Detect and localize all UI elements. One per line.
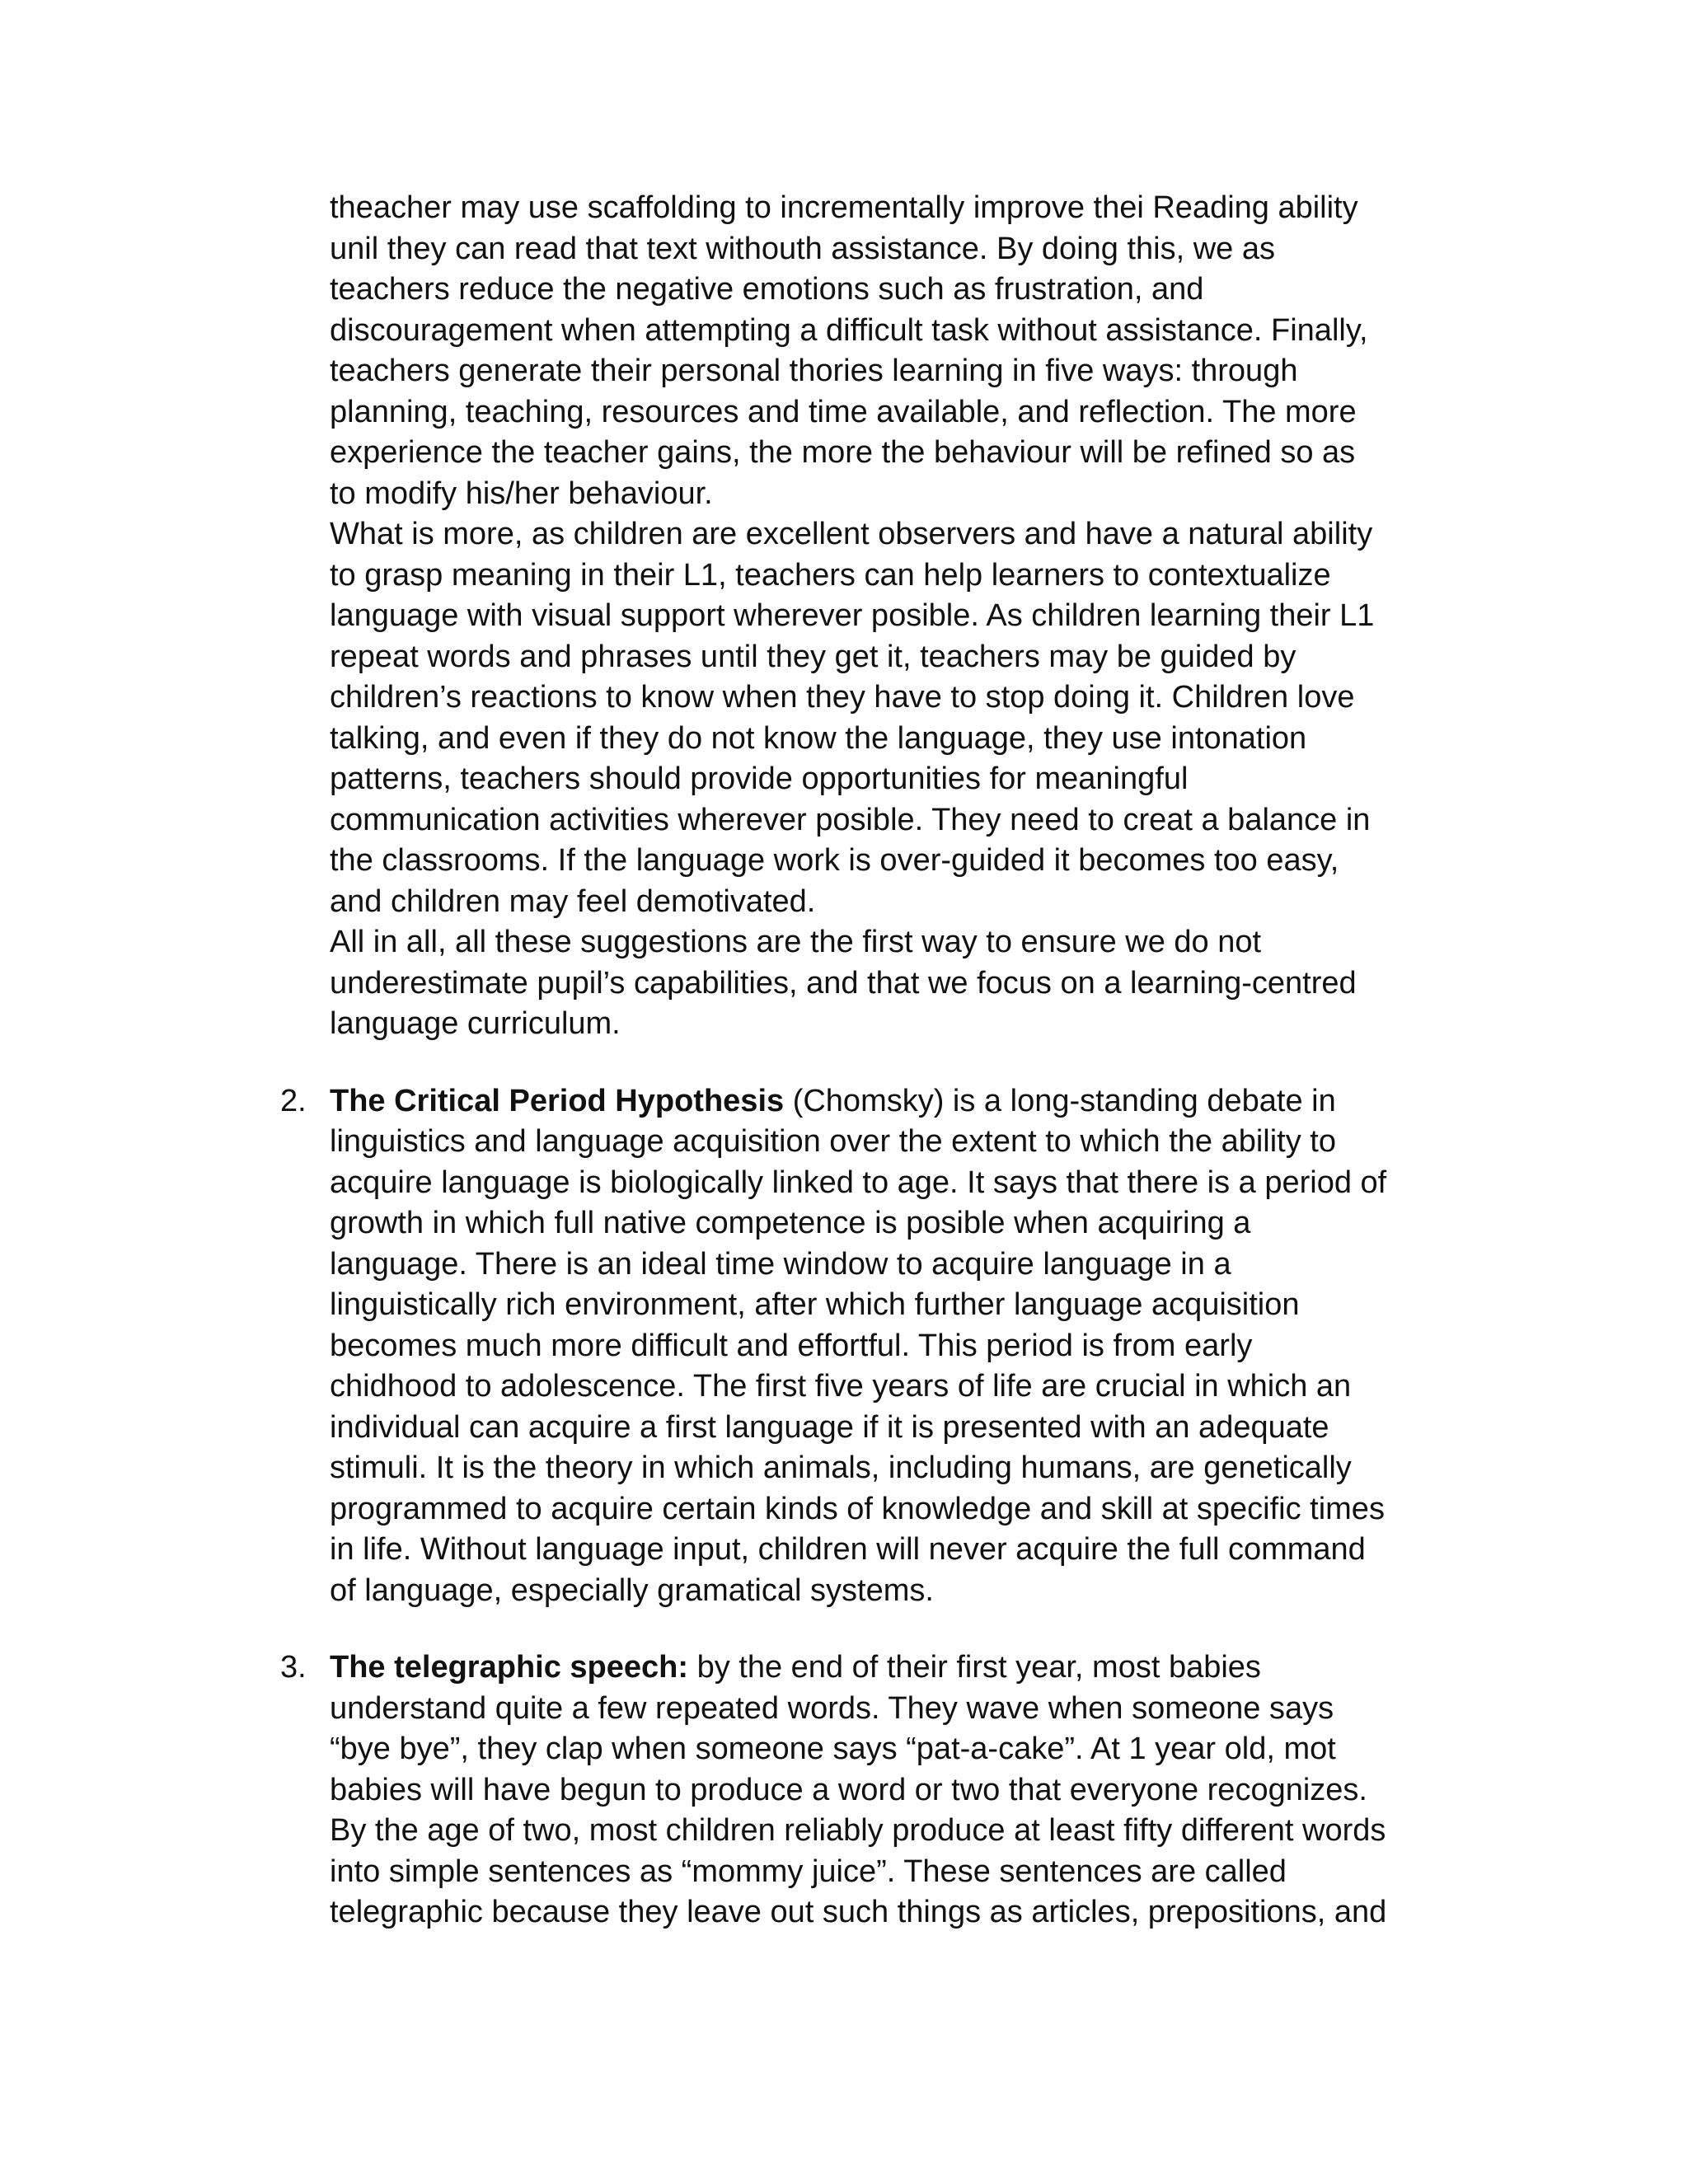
text-line: By the age of two, most children reliably produce at least fifty different words <box>330 1813 1386 1848</box>
text-line: of language, especially gramatical systems. <box>330 1572 934 1608</box>
text-line: communication activities wherever posible. They need to creat a balance in <box>330 802 1371 837</box>
document-body <box>280 188 1434 1933</box>
list-item-critical-period <box>280 1081 1434 1612</box>
text-line: chidhood to adolescence. The first five years of life are crucial in which an <box>330 1369 1352 1404</box>
text-line: to grasp meaning in their L1, teachers can help learners to contextualize <box>330 557 1331 593</box>
list-item-term: The Critical Period Hypothesis <box>330 1083 785 1118</box>
text-line: telegraphic because they leave out such things as articles, prepositions, and <box>330 1895 1387 1929</box>
text-line: becomes much more difficult and effortful. This period is from early <box>330 1328 1253 1363</box>
list-item-first-line-text: by the end of their first year, most babies <box>688 1650 1261 1685</box>
text-line: planning, teaching, resources and time available, and reflection. The more <box>330 394 1357 429</box>
text-line: babies will have begun to produce a word or two that everyone recognizes. <box>330 1772 1367 1807</box>
list-item-term: The telegraphic speech: <box>330 1650 689 1685</box>
text-line: language curriculum. <box>330 1006 621 1041</box>
text-line: All in all, all these suggestions are the first way to ensure we do not <box>330 925 1262 959</box>
text-line: repeat words and phrases until they get it, teachers may be guided by <box>330 639 1296 674</box>
text-line: individual can acquire a first language if it is presented with an adequate <box>330 1409 1329 1445</box>
text-line: language. There is an ideal time window to acquire language in a <box>330 1246 1231 1282</box>
text-line: children’s reactions to know when they have to stop doing it. Children love <box>330 680 1355 715</box>
text-line: acquire language is biologically linked to age. It says that there is a period of <box>330 1165 1387 1200</box>
text-line: programmed to acquire certain kinds of knowledge and skill at specific times <box>330 1491 1385 1526</box>
paragraph-observers <box>330 514 1434 922</box>
list-item-telegraphic-speech <box>280 1647 1434 1933</box>
text-line: understand quite a few repeated words. They wave when someone says <box>330 1690 1334 1726</box>
text-line: language with visual support wherever posible. As children learning their L1 <box>330 598 1375 633</box>
list-number: 2. <box>280 1083 307 1118</box>
text-line: teachers generate their personal thories learning in five ways: through <box>330 354 1298 388</box>
text-line: patterns, teachers should provide opportunities for meaningful <box>330 762 1189 796</box>
paragraph-conclusion <box>330 922 1434 1045</box>
list-number: 3. <box>280 1650 307 1685</box>
text-line: “bye bye”, they clap when someone says “pat-a-cake”. At 1 year old, mot <box>330 1732 1336 1766</box>
text-line: discouragement when attempting a difficult task without assistance. Finally, <box>330 312 1368 348</box>
text-line: underestimate pupil’s capabilities, and that we focus on a learning-centred <box>330 965 1357 1001</box>
text-line: experience the teacher gains, the more the behaviour will be refined so as <box>330 435 1356 470</box>
text-line: into simple sentences as “mommy juice”. These sentences are called <box>330 1854 1287 1889</box>
text-line: What is more, as children are excellent observers and have a natural ability <box>330 517 1373 551</box>
text-line: teachers reduce the negative emotions such as frustration, and <box>330 272 1204 307</box>
text-line: linguistically rich environment, after which further language acquisition <box>330 1287 1300 1322</box>
text-line: unil they can read that text withouth assistance. By doing this, we as <box>330 231 1275 266</box>
text-line: theacher may use scaffolding to incrementally improve thei Reading ability <box>330 190 1358 225</box>
text-line: and children may feel demotivated. <box>330 883 816 919</box>
text-line: stimuli. It is the theory in which animals, including humans, are genetically <box>330 1451 1352 1485</box>
text-line: growth in which full native competence is posible when acquiring a <box>330 1206 1251 1240</box>
list-item-first-line-text: (Chomsky) is a long-standing debate in <box>784 1083 1336 1118</box>
list-item-first-line <box>330 1081 1434 1122</box>
text-line: talking, and even if they do not know the language, they use intonation <box>330 720 1307 756</box>
text-line: in life. Without language input, children will never acquire the full command <box>330 1532 1366 1567</box>
list-item-first-line <box>330 1647 1434 1689</box>
text-line: linguistics and language acquisition over the extent to which the ability to <box>330 1124 1336 1159</box>
text-line: the classrooms. If the language work is over-guided it becomes too easy, <box>330 843 1339 878</box>
text-line: to modify his/her behaviour. <box>330 476 713 511</box>
paragraph-scaffolding <box>330 188 1434 514</box>
